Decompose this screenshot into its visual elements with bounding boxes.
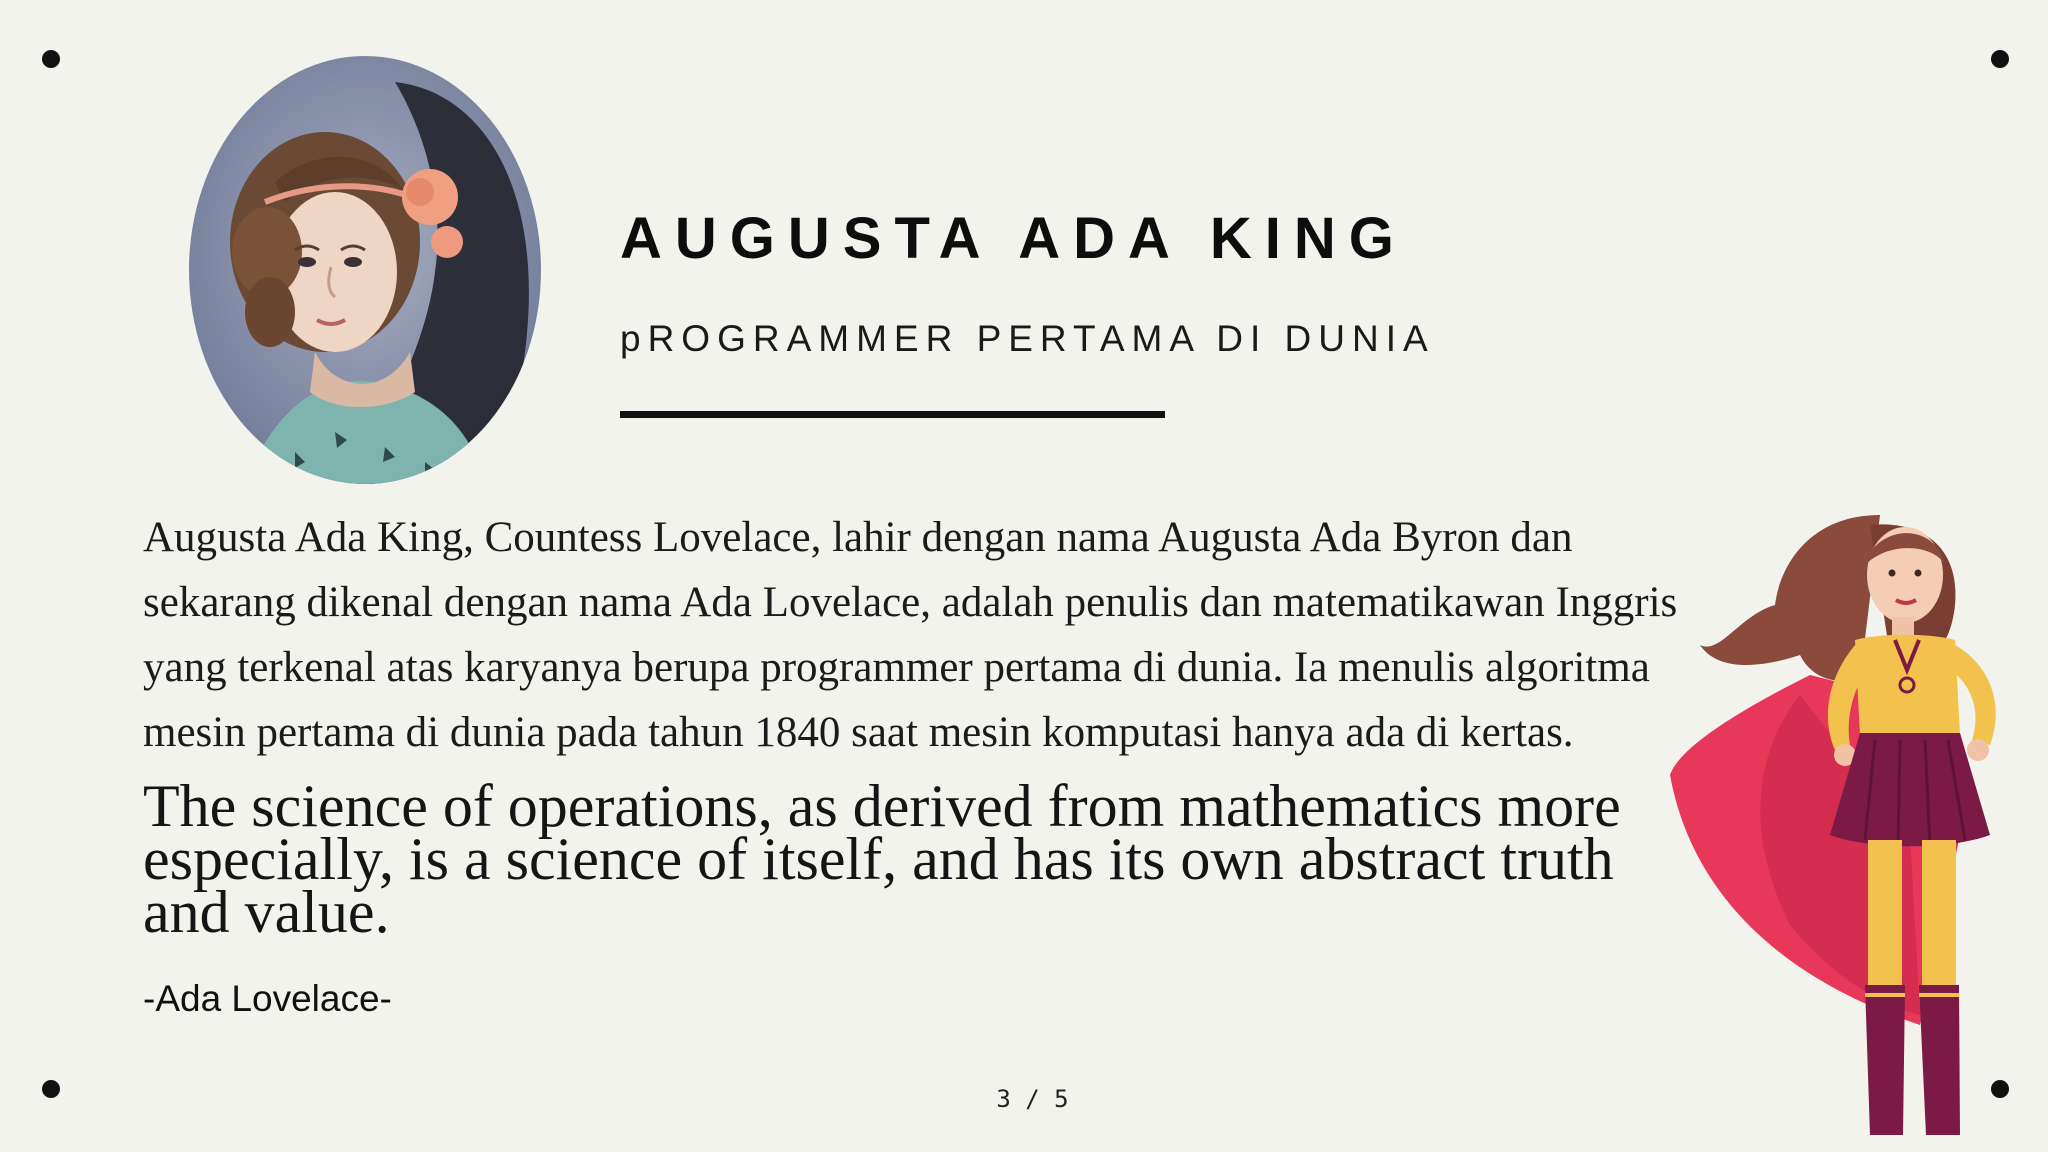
superhero-woman-illustration: [1660, 505, 2040, 1145]
quote-text: The science of operations, as derived from mathematics more especially, is a science of itself, and has its own abstract truth and value.: [143, 773, 1621, 945]
corner-dot-icon: [42, 50, 60, 68]
quote-author: -Ada Lovelace-: [143, 978, 392, 1019]
slide-subtitle: pROGRAMMER PERTAMA DI DUNIA: [620, 318, 1435, 359]
biography-paragraph: Augusta Ada King, Countess Lovelace, lahir dengan nama Augusta Ada Byron dan sekarang dikenal dengan nama Ada Lovelace, adalah penulis dan matematikawan Inggris yang terkenal atas karyanya berupa programmer pertama di dunia. Ia menulis algoritma mesin pertama di dunia pada tahun 1840 saat mesin komputasi hanya ada di kertas.: [143, 514, 1678, 756]
portrait-image: [185, 52, 545, 488]
corner-dot-icon: [42, 1080, 60, 1098]
title-divider: [620, 411, 1165, 418]
corner-dot-icon: [1991, 50, 2009, 68]
slide-title: AUGUSTA ADA KING: [620, 206, 1407, 271]
page-counter: 3 / 5: [996, 1085, 1069, 1113]
